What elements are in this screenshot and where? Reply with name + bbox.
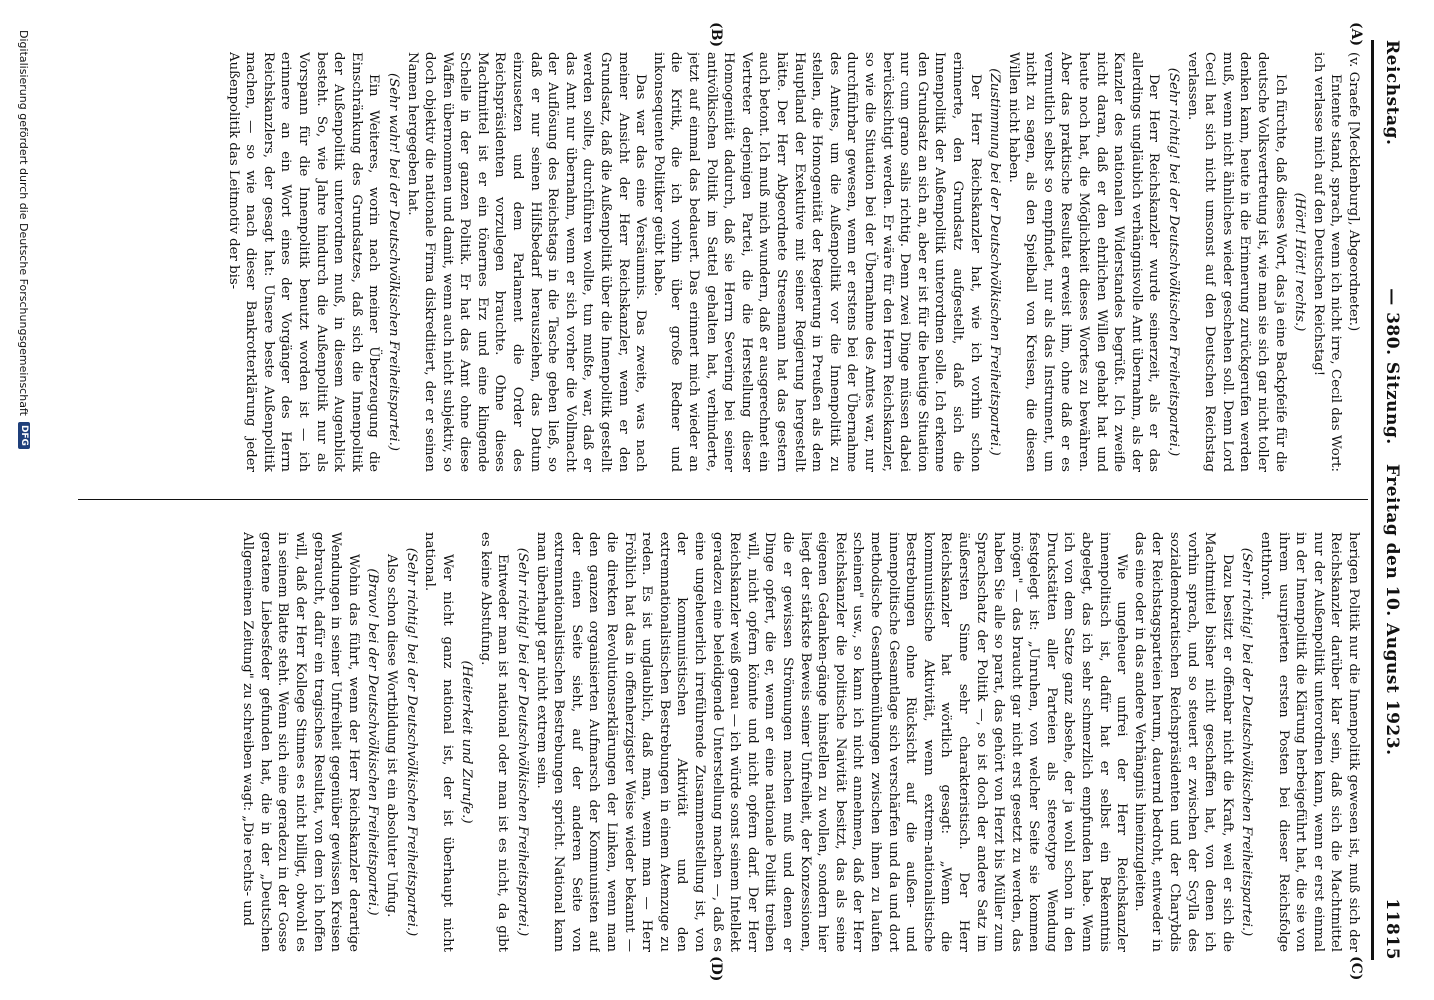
paragraph: Ein Weiteres, worin nach meiner Überzeugung die Einschränkung des Grundsatzes, daß sich die Innenpolitik der Außenpolitik unterordnen muß, in diesem Augenblick besteht. So, wie Jahre hindurch die Außenpolitik nur als Vorspann für die Innenpolitik benutzt worden ist — ich erinnere an ein Wort eines der Vorgänger des Herrn Reichskanzlers, der gesagt hat: Unsere beste Außenpolitik machen, — so wie nach dieser Bankrotterklärung jeder Außenpolitik das Leitmotiv der bis- — [225, 52, 382, 472]
interjection: (Sehr richtig! bei der Deutschvölkischen Freiheitspartei.) — [1166, 67, 1182, 457]
interjection: (Bravo! bei der Deutschvölkischen Freiheitspartei.) — [365, 568, 381, 916]
interjection: (Sehr wahr! bei der Deutschvölkischen Freiheitspartei.) — [385, 72, 401, 451]
right-column — [87, 532, 1362, 952]
paragraph: Wer nicht ganz national ist, der ist überhaupt nicht national. — [422, 532, 455, 952]
paragraph: Wohin das führt, wenn der Herr Reichskanzler derartige Wendungen in seiner Unfreiheit gegenüber gewissen Kreisen gebraucht, dafür ein tragisches Resultat, von dem ich hoffen will, daß der Herr Kollege Stinnes es nicht billigt, obwohl es in seinem Blatte steht. Wenn sich eine geradezu in der Gosse geratene Liebesfeder gefunden hat, die in der „Deutschen Allgemeinen Zeitung" zu schreiben wagt: „Die rechts- und — [240, 532, 361, 952]
interjection: (Zustimmung bei der Deutschvölkischen Freiheitspartei.) — [987, 68, 1003, 456]
paragraph: Wie ungeheuer unfrei der Herr Reichskanzler innenpolitisch ist, dafür hat er selbst ein Bekenntnis abgelegt, das ich sehr schmerzlich empfunden habe. Wenn ich von dem Satze ganz absehe, der ja wohl schon in den Druckstätten aller Parteien als stereotype Wendung festgelegt ist: „Unruhen, von welcher Seite sie kommen mögen" — das braucht gar nicht erst gesetzt zu werden, das haben Sie alle so parat, das gehört von Herzt bis Müller zum Sprachschatz der Politik —, so ist doch der andere Satz im äußersten Sinne sehr charakteristisch. Der Herr Reichskanzler hat wörtlich gesagt: „Wenn die kommunistische Aktivität, wenn extrem-nationalistische Bestrebungen ohne Rücksicht auf die außen- und innenpolitische Gesamtlage sich verschärfen und da und dort methodische Gesamtbemühungen zwischen ihnen zu laufen scheinen" usw., so kann ich nicht annehmen, daß der Herr Reichskanzler die politische Naivität besitzt, das als seine eigenen Gedanken-gänge hinstellen zu wollen, sondern hier liegt der stärkste Beweis seiner Unfreiheit, der Konzessionen, die er gewissen Strömungen machen muß und denen er Dinge opfert, die er, wenn er eine nationale Politik treiben will, nicht opfern könnte und nicht opfern darf. Der Herr Reichskanzler weiß genau — ich würde sonst seinem Intellekt geradezu eine beleidigende Unterstellung machen —, daß es eine ungeheuerlich irreführende Zusammenstellung ist, von der kommunistischen Aktivität und den extremnationalistischen Bestrebungen in einem Atemzuge zu reden. Es ist unglaublich, daß man, wenn man — Herr Fröhlich hat das in offenherzigster Weise wieder bekannt — die direkten Revolutionserklärungen der Linken, wenn man den ganzen organisierten Aufmarsch der Kommunisten auf der einen Seite sieht, auf der anderen Seite von extremnationalistischen Bestrebungen spricht. National kann man überhaupt gar nicht extrem sein. — [533, 532, 1130, 952]
header-rule — [1371, 40, 1374, 960]
paragraph: Also schon diese Wortbildung ist ein absoluter Unfug. — [383, 554, 399, 918]
interjection: (Sehr richtig! bei der Deutschvölkischen Freiheitspartei.) — [403, 547, 419, 937]
header-session: — 380. Sitzung. — [1382, 288, 1402, 445]
speaker-line: (v. Graefe [Mecklenburg], Abgeordneter.) — [1346, 52, 1361, 332]
header-session-date — [1382, 145, 1402, 898]
paragraph: Das war das eine Versäumnis. Das zweite, was nach meiner Ansicht der Herr Reichskanzler, wenn er den Grundsatz, daß die Außenpolitik über die Innenpolitik gestellt werden sollte, durchführen wollte, tun mußte, war, daß er das Amt nur übernahm, wenn er sich vorher die Vollmacht der Auflösung des Reichstags in die Tasche geben ließ, so daß er nur seinen Hilfsbedarf herausziehen, das Datum einzusetzen und dem Parlament die Order des Reichspräsidenten vorzulegen brauchte. Ohne dieses Machtmittel ist er ein tönernes Erz und eine klingende Schelle in der ganzen Politik. Er hat das Amt ohne diese Waffen übernommen und damit, wenn auch nicht subjektiv, so doch objektiv die nationale Firma diskreditiert, der er seinen Namen hergegeben hat. — [404, 52, 649, 472]
page-number: 11815 — [1382, 898, 1402, 960]
header-title: Reichstag. — [1382, 40, 1402, 146]
interjection: (Sehr richtig! bei der Deutschvölkischen Freiheitspartei.) — [1239, 547, 1255, 937]
paragraph: Entweder man ist national oder man ist es nicht, da gibt es keine Abstufung. — [477, 532, 511, 952]
dfg-logo: DFG — [18, 422, 30, 449]
paragraph: herigen Politik nur die Innenpolitik gewesen ist, muß sich der Reichskanzler darüber klar sein, daß sich die Machtmittel nur der Außenpolitik unterordnen kann, wenn er erst einmal in der Innenpolitik die Klärung herbeigeführt hat, die sie von ihrem usurpierten ersten Posten bei dieser Reichsfolge entthront. — [1258, 532, 1361, 952]
digitization-credit — [14, 30, 34, 970]
digitization-credit-text: Digitalisierung gefördert durch die Deutsche Forschungsgemeinschaft — [17, 30, 31, 416]
margin-marker-b: (B) — [708, 22, 724, 48]
paragraph: Ich fürchte, daß dieses Wort, das ja eine Backpfeife für die deutsche Volksvertretung ist, wie man sie sich gar nicht toller denken kann, heute in die Erinnerung zurückgerufen werden muß, wenn nicht ähnliches wieder geschehen soll. Denn Lord Cecil hat sich nicht umsonst auf den Deutschen Reichstag verlassen. — [1184, 52, 1288, 472]
interjection: (Heiterkeit und Zurufe.) — [459, 660, 475, 824]
margin-marker-a: (A) — [1348, 22, 1364, 47]
paragraph: Der Herr Reichskanzler hat, wie ich vorhin schon erinnerte, den Grundsatz aufgestellt, daß sich die Innenpolitik der Außenpolitik unterordnen solle. Ich erkenne den Grundsatz an sich an, aber er ist für die heutige Situation nur cum grano salis richtig. Denn zwei Dinge müssen dabei berücksichtigt werden. Er wäre für den Herrn Reichskanzler, so wie die Situation bei der Übernahme des Amtes war, nur durchführbar gewesen, wenn er erstens bei der Übernahme des Amtes, um die Außenpolitik vor die Innenpolitik zu stellen, die Homogenität der Regierung in Preußen als dem Hauptland der Exekutive mit seiner Regierung hergestellt hätte. Der Herr Abgeordnete Stresemann hat das gestern auch betont. Ich muß mich wundern, daß er ausgerechnet ein Vertreter derjenigen Partei, die die Herstellung dieser Homogenität dadurch, daß sie Herrn Severing bei seiner antivölkischen Politik im Sattel gehalten hat, verhinderte, jetzt auf einmal das bedauert. Das erinnert mich wieder an die Kritik, die ich vorhin über große Redner und inkonsequente Politiker geübt habe. — [650, 52, 983, 472]
margin-marker-c: (C) — [1348, 956, 1364, 981]
header-date: Freitag den 10. August 1923. — [1382, 463, 1402, 756]
paragraph: Dazu besitzt er offenbar nicht die Kraft, weil er sich die Machtmittel bisher nicht geschaffen hat, von denen ich vorhin sprach, und so steuert er zwischen der Scylla des sozialdemokratischen Reichspräsidenten und der Charybdis der Reichstagsparteien herum, dauernd bedroht, entweder in das eine oder in das andere Verhängnis hineinzugleiten. — [1131, 532, 1235, 952]
interjection: (Hört! Hört! rechts.) — [1292, 192, 1308, 332]
margin-marker-d: (D) — [708, 956, 724, 982]
left-column — [87, 52, 1362, 472]
page-header — [1380, 40, 1404, 960]
column-divider — [78, 499, 1368, 500]
paragraph: Entente stand, sprach, wenn ich nicht irre, Cecil das Wort: ich verlasse mich auf den Deutschen Reichstag! — [1310, 52, 1344, 472]
paragraph: Der Herr Reichskanzler wurde seinerzeit, als er das allerdings ungläubich verhängnisvolle Amt übernahm, als der Kanzler des nationalen Widerstandes begrüßt. Ich zweifle nicht daran, daß er den ehrlichen Willen gehabt hat und heute noch hat, die Möglichkeit dieses Wortes zu bewähren. Aber das praktische Resultat erweist ihm, ohne daß er es vermutlich selbst so empfindet, nur als das Instrument, um nicht zu sagen, als den Spielball von Kreisen, die diesen Willen nicht haben. — [1005, 52, 1162, 472]
interjection: (Sehr richtig! bei der Deutschvölkischen Freiheitspartei.) — [515, 547, 531, 937]
